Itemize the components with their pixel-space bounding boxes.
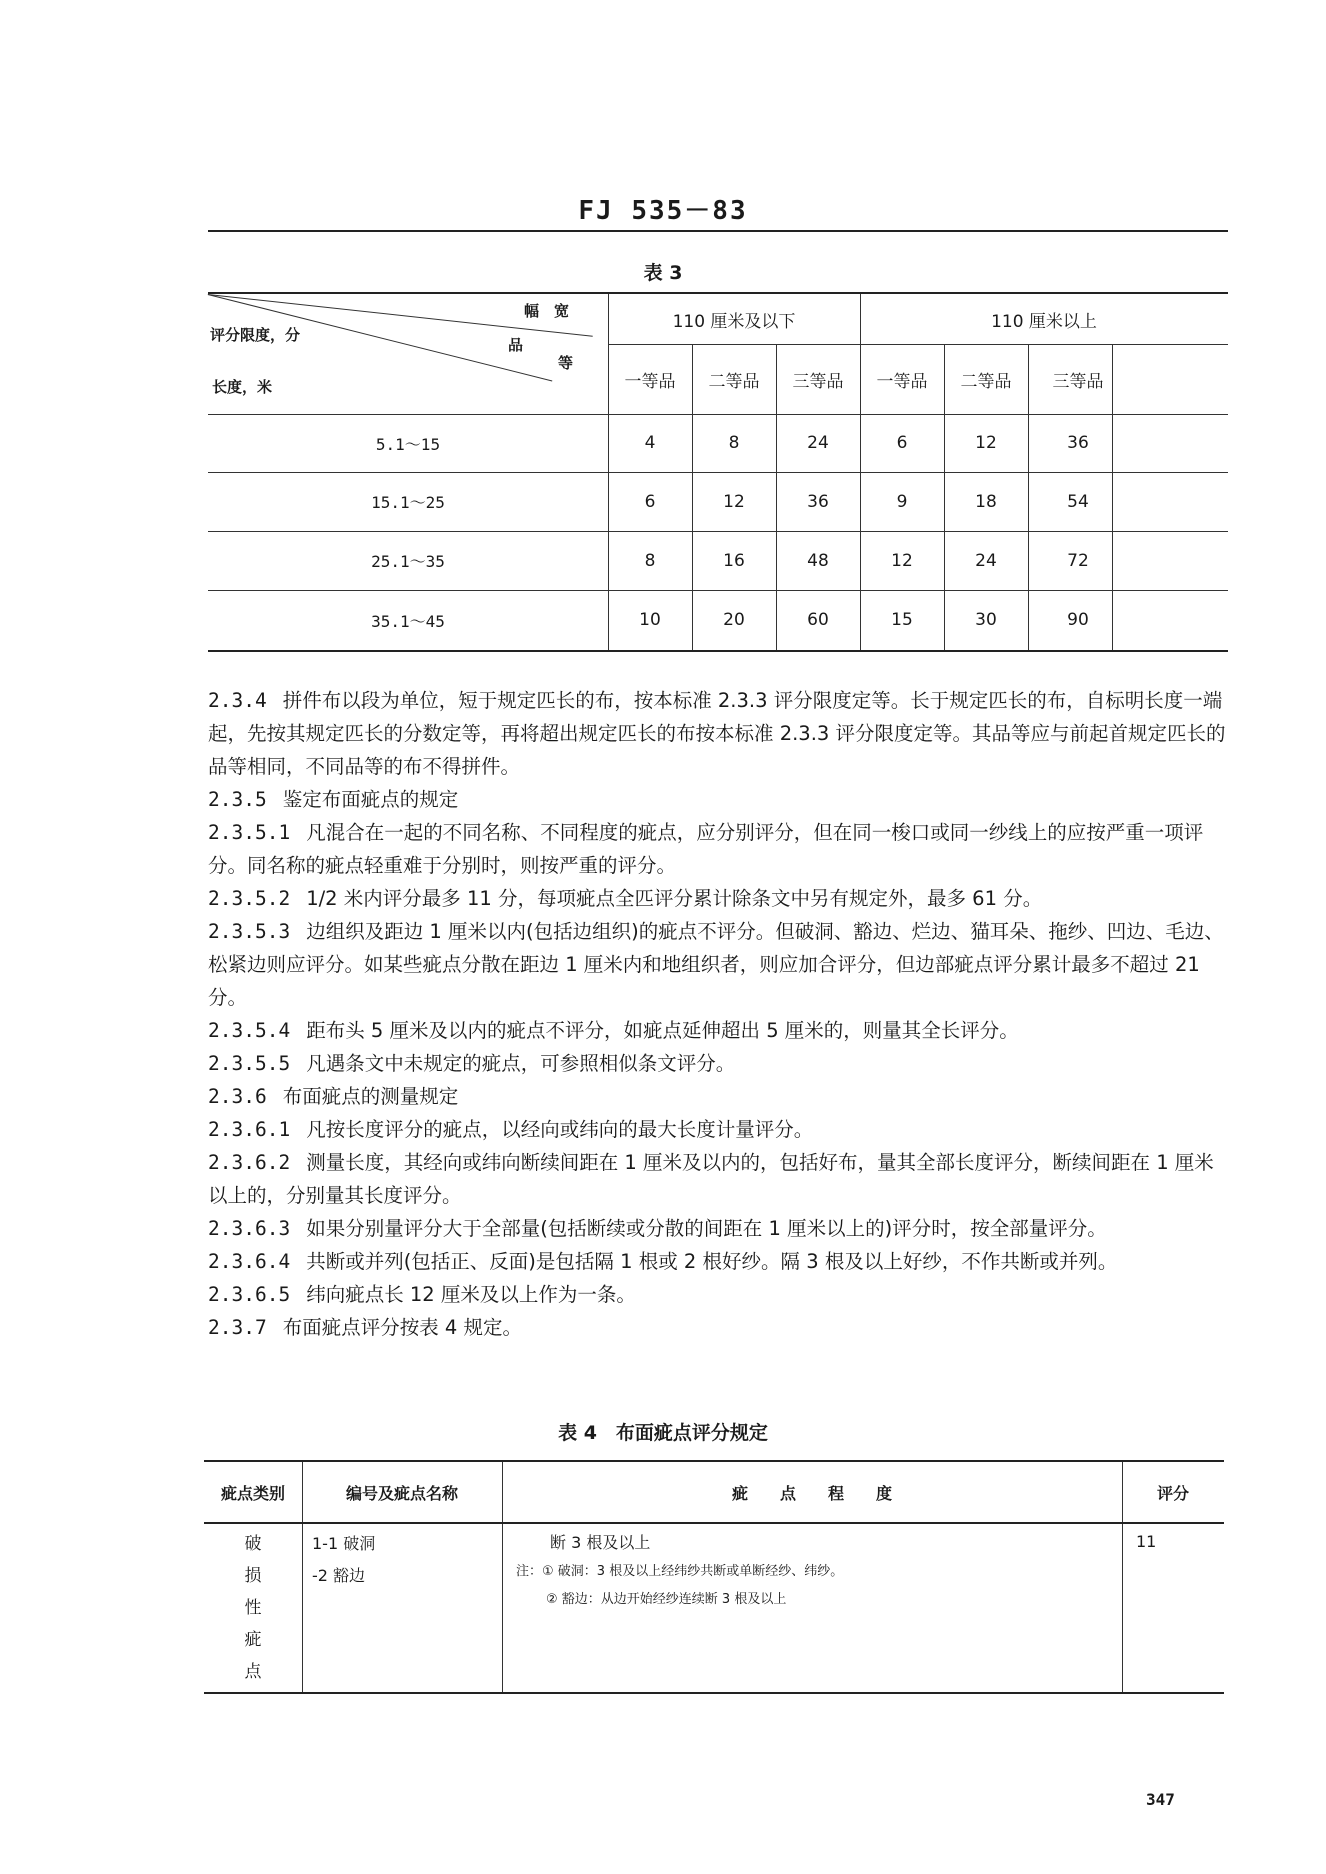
group-header: 110 厘米以上 — [991, 311, 1097, 332]
clause-number: 2.3.6 — [208, 1085, 267, 1108]
value-cell: 30 — [975, 610, 997, 630]
clause-text: 布面疵点的测量规定 — [282, 1085, 459, 1108]
category-char: 破 — [244, 1534, 262, 1554]
paragraph — [208, 1047, 1228, 1080]
value-cell: 12 — [975, 433, 997, 453]
paragraph — [208, 1212, 1228, 1245]
table4-caption: 表 4 布面疵点评分规定 — [558, 1422, 768, 1444]
header-divider — [204, 1522, 1224, 1524]
value-cell: 12 — [723, 491, 745, 512]
value-cell: 4 — [644, 433, 656, 453]
document-code: FJ 535－83 — [578, 196, 748, 226]
header-rule — [208, 230, 1228, 232]
clause-number: 2.3.6.2 — [208, 1151, 291, 1174]
clause-number: 2.3.5 — [208, 788, 267, 811]
value-cell: 20 — [723, 610, 745, 630]
value-cell: 15 — [891, 610, 913, 630]
body-text — [208, 684, 1228, 1344]
value-cell: 6 — [644, 491, 656, 512]
paragraph — [208, 684, 1228, 783]
clause-text: 拼件布以段为单位，短于规定匹长的布，按本标准 2.3.3 评分限度定等。长于规定匹长的布，自标明长度一端起，先按其规定匹长的分数定等，再将超出规定匹长的布按本标准 2.3.3 评分限度定等。其品等应与前起首规定匹长的品等相同，不同品等的布不得拼件。 — [208, 689, 1226, 778]
category-char: 点 — [244, 1662, 262, 1682]
paragraph — [208, 915, 1228, 1014]
clause-text: 鉴定布面疵点的规定 — [282, 788, 459, 811]
value-cell: 90 — [1067, 610, 1089, 630]
value-cell: 48 — [807, 550, 829, 571]
clause-number: 2.3.5.5 — [208, 1052, 291, 1075]
value-cell: 9 — [896, 491, 908, 512]
length-cell: 5.1～15 — [375, 434, 441, 454]
table3-caption: 表 3 — [643, 262, 683, 284]
defect-code: -2 豁边 — [312, 1566, 366, 1585]
clause-text: 凡混合在一起的不同名称、不同程度的疵点，应分别评分，但在同一梭口或同一纱线上的应按严重一项评分。同名称的疵点轻重难于分别时，则按严重的评分。 — [208, 821, 1204, 877]
clause-number: 2.3.6.1 — [208, 1118, 291, 1141]
paragraph — [208, 1014, 1228, 1047]
value-cell: 12 — [891, 550, 913, 571]
length-cell: 35.1～45 — [371, 611, 445, 631]
defect-code: 1-1 破洞 — [312, 1534, 376, 1553]
degree-main: 断 3 根及以上 — [550, 1533, 651, 1552]
degree-note: 注：① 破洞：3 根及以上经纬纱共断或单断经纱、纬纱。 — [516, 1564, 844, 1579]
grade-header: 三等品 — [792, 371, 844, 392]
corner-grade-label-2: 等 — [558, 354, 574, 372]
category-cell — [204, 1524, 302, 1688]
paragraph — [208, 882, 1228, 915]
value-cell: 36 — [807, 491, 829, 512]
value-cell: 16 — [723, 550, 745, 571]
code-cell — [312, 1528, 375, 1592]
corner-width-label: 幅 宽 — [524, 302, 570, 320]
value-cell: 24 — [807, 433, 829, 453]
value-cell: 54 — [1067, 491, 1089, 512]
clause-text: 布面疵点评分按表 4 规定。 — [282, 1316, 523, 1339]
length-cell: 15.1～25 — [371, 493, 445, 512]
score-cell: 11 — [1136, 1532, 1157, 1551]
degree-cell — [516, 1528, 843, 1614]
value-cell: 72 — [1067, 550, 1089, 571]
clause-text: 1/2 米内评分最多 11 分，每项疵点全匹评分累计除条文中另有规定外，最多 61 分。 — [306, 887, 1043, 910]
page-number: 347 — [1146, 1790, 1175, 1809]
value-cell: 36 — [1067, 433, 1089, 453]
clause-number: 2.3.6.4 — [208, 1250, 291, 1273]
clause-number: 2.3.6.3 — [208, 1217, 291, 1240]
clause-text: 测量长度，其经向或纬向断续间距在 1 厘米及以内的，包括好布，量其全部长度评分，断续间距在 1 厘米以上的，分别量其长度评分。 — [208, 1151, 1214, 1207]
header-degree: 疵 点 程 度 — [731, 1483, 892, 1503]
value-cell: 8 — [644, 550, 656, 571]
corner-score-limit-label: 评分限度，分 — [210, 326, 301, 344]
grade-header: 一等品 — [876, 371, 928, 392]
paragraph — [208, 783, 1228, 816]
header-score: 评分 — [1156, 1483, 1189, 1503]
group-header: 110 厘米及以下 — [672, 311, 796, 332]
paragraph — [208, 1146, 1228, 1212]
paragraph — [208, 1113, 1228, 1146]
grade-header: 二等品 — [960, 371, 1012, 392]
clause-text: 距布头 5 厘米及以内的疵点不评分，如疵点延伸超出 5 厘米的，则量其全长评分。 — [306, 1019, 1019, 1042]
value-cell: 24 — [975, 550, 997, 571]
category-char: 疵 — [244, 1630, 262, 1650]
value-cell: 6 — [896, 433, 908, 453]
value-cell: 8 — [728, 433, 740, 453]
corner-length-label: 长度，米 — [212, 378, 273, 396]
category-char: 性 — [244, 1598, 262, 1618]
table3 — [208, 292, 1228, 652]
header-code-name: 编号及疵点名称 — [345, 1483, 458, 1503]
category-char: 损 — [244, 1566, 262, 1586]
clause-text: 凡遇条文中未规定的疵点，可参照相似条文评分。 — [306, 1052, 736, 1075]
paragraph — [208, 1080, 1228, 1113]
length-cell: 25.1～35 — [371, 552, 445, 571]
value-cell: 18 — [975, 491, 997, 512]
clause-text: 凡按长度评分的疵点，以经向或纬向的最大长度计量评分。 — [306, 1118, 814, 1141]
clause-number: 2.3.7 — [208, 1316, 267, 1339]
header-category: 疵点类别 — [220, 1483, 285, 1503]
clause-text: 如果分别量评分大于全部量(包括断续或分散的间距在 1 厘米以上的)评分时，按全部量评分。 — [306, 1217, 1107, 1240]
grade-header: 三等品 — [1052, 371, 1104, 392]
paragraph — [208, 816, 1228, 882]
paragraph — [208, 1245, 1228, 1278]
value-cell: 10 — [639, 610, 661, 630]
paragraph — [208, 1278, 1228, 1311]
value-cell: 60 — [807, 610, 829, 630]
grade-header: 一等品 — [624, 371, 676, 392]
corner-grade-label-1: 品 — [508, 336, 524, 354]
clause-text: 纬向疵点长 12 厘米及以上作为一条。 — [306, 1283, 636, 1306]
clause-text: 边组织及距边 1 厘米以内(包括边组织)的疵点不评分。但破洞、豁边、烂边、猫耳朵、拖纱、凹边、毛边、松紧边则应评分。如某些疵点分散在距边 1 厘米内和地组织者，则应加合评分，但边部疵点评分累计最多不超过 21 分。 — [208, 920, 1224, 1009]
clause-number: 2.3.4 — [208, 689, 267, 712]
degree-note: ② 豁边：从边开始经纱连续断 3 根及以上 — [546, 1592, 787, 1607]
clause-number: 2.3.5.4 — [208, 1019, 291, 1042]
clause-text: 共断或并列(包括正、反面)是包括隔 1 根或 2 根好纱。隔 3 根及以上好纱，不作共断或并列。 — [306, 1250, 1118, 1273]
clause-number: 2.3.6.5 — [208, 1283, 291, 1306]
paragraph — [208, 1311, 1228, 1344]
grade-header: 二等品 — [708, 371, 760, 392]
table4 — [204, 1460, 1224, 1694]
clause-number: 2.3.5.1 — [208, 821, 291, 844]
clause-number: 2.3.5.3 — [208, 920, 291, 943]
clause-number: 2.3.5.2 — [208, 887, 291, 910]
